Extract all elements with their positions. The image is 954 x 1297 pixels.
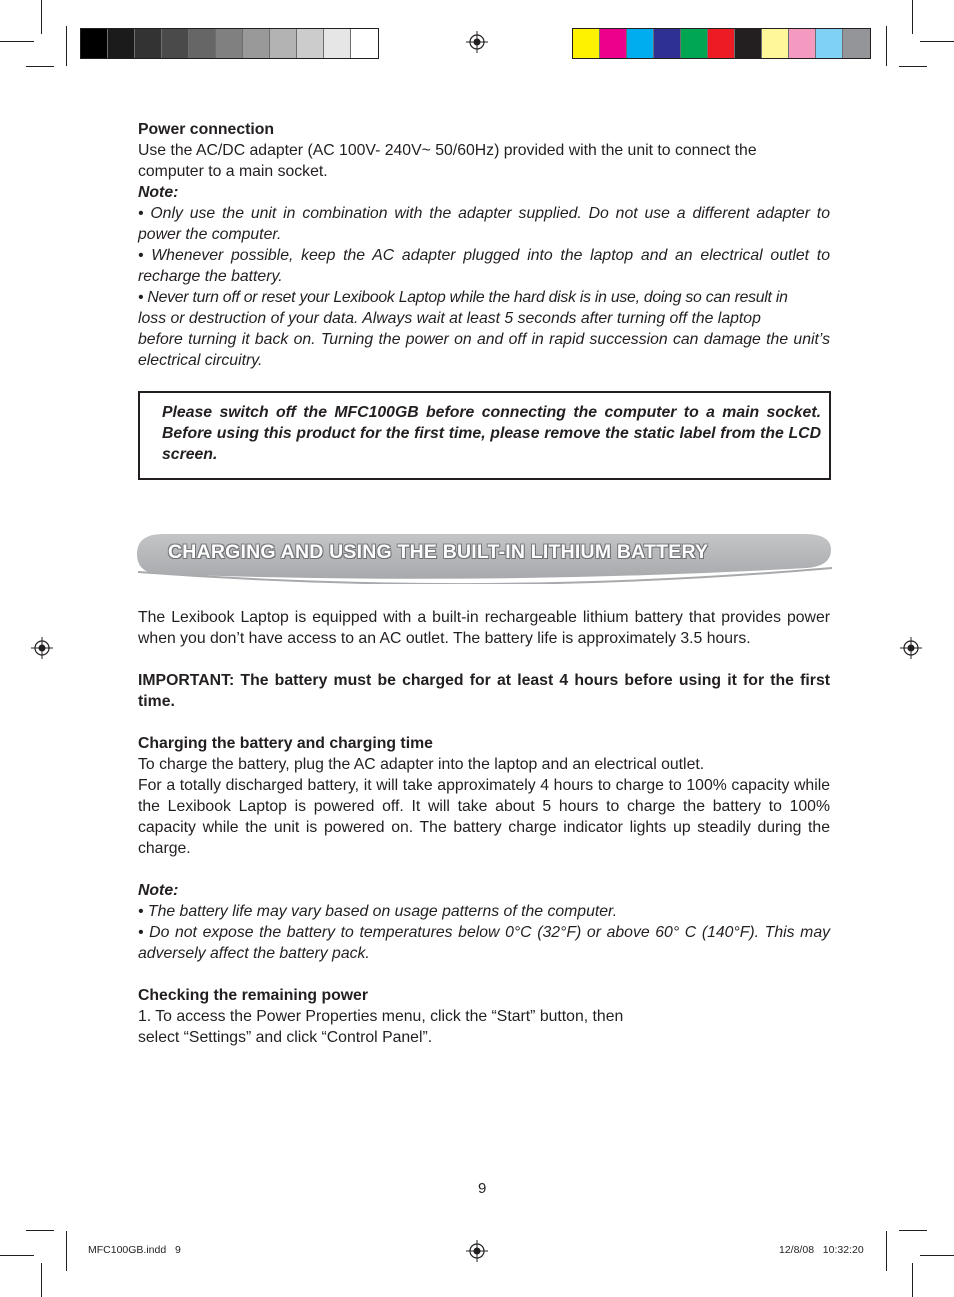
color-swatch: [162, 29, 189, 58]
color-swatch: [108, 29, 135, 58]
color-swatch: [297, 29, 324, 58]
power-line-2: computer to a main socket.: [138, 163, 328, 180]
color-swatch: [189, 29, 216, 58]
checking-heading: Checking the remaining power: [138, 987, 368, 1004]
checking-line-2: select “Settings” and click “Control Panel”.: [138, 1029, 433, 1046]
power-note-3c: before turning it back on. Turning the power on and off in rapid succession can damage the unit’s electrical circuitry.: [138, 331, 830, 369]
battery-important: IMPORTANT: The battery must be charged for at least 4 hours before using it for the first time.: [138, 672, 830, 710]
power-note-3a: • Never turn off or reset your Lexibook Laptop while the hard disk is in use, doing so can result in: [138, 289, 788, 306]
registration-mark-icon: [466, 31, 488, 53]
crop-mark: [886, 26, 887, 66]
battery-note-2: • Do not expose the battery to temperatures below 0°C (32°F) or above 60° C (140°F). This may adversely affect the battery pack.: [138, 924, 830, 962]
power-connection-heading: Power connection: [138, 121, 275, 138]
battery-intro: The Lexibook Laptop is equipped with a built-in rechargeable lithium battery that provides power when you don’t have access to an AC outlet. The battery life is approximately 3.5 hours.: [138, 609, 830, 647]
crop-mark: [899, 66, 927, 67]
color-swatch: [681, 29, 708, 58]
power-note-3b: loss or destruction of your data. Always wait at least 5 seconds after turning off the laptop: [138, 310, 761, 327]
color-swatch: [735, 29, 762, 58]
color-swatch: [708, 29, 735, 58]
power-line-1: Use the AC/DC adapter (AC 100V- 240V~ 50/60Hz) provided with the unit to connect the: [138, 142, 757, 159]
process-color-bar: [572, 28, 871, 59]
crop-mark: [912, 1263, 913, 1297]
crop-mark: [26, 66, 54, 67]
color-swatch: [816, 29, 843, 58]
crop-mark: [66, 1231, 67, 1271]
color-swatch: [216, 29, 243, 58]
battery-note-1: • The battery life may vary based on usage patterns of the computer.: [138, 903, 618, 920]
notice-box: Please switch off the MFC100GB before connecting the computer to a main socket. Before using this product for the first time, please remove the static label from the LCD screen.: [138, 391, 831, 480]
color-swatch: [243, 29, 270, 58]
crop-mark: [912, 0, 913, 34]
battery-note-label: Note:: [138, 882, 179, 899]
color-swatch: [789, 29, 816, 58]
color-swatch: [270, 29, 297, 58]
color-swatch: [627, 29, 654, 58]
color-swatch: [324, 29, 351, 58]
color-swatch: [600, 29, 627, 58]
color-swatch: [762, 29, 789, 58]
crop-mark: [41, 1263, 42, 1297]
crop-mark: [920, 1255, 954, 1256]
power-connection-section: [138, 119, 830, 371]
grayscale-color-bar: [80, 28, 379, 59]
section-title: CHARGING AND USING THE BUILT-IN LITHIUM BATTERY: [168, 541, 709, 563]
crop-mark: [886, 1231, 887, 1271]
charging-heading: Charging the battery and charging time: [138, 735, 433, 752]
battery-section: [138, 607, 830, 1048]
color-swatch: [351, 29, 378, 58]
charging-line-1: To charge the battery, plug the AC adapter into the laptop and an electrical outlet.: [138, 756, 705, 773]
registration-mark-icon: [900, 637, 922, 659]
power-note-2: • Whenever possible, keep the AC adapter plugged into the laptop and an electrical outlet to recharge the battery.: [138, 247, 830, 285]
power-note-label: Note:: [138, 184, 179, 201]
color-swatch: [135, 29, 162, 58]
slug-date: 12/8/08 10:32:20: [779, 1244, 864, 1256]
color-swatch: [654, 29, 681, 58]
checking-line-1: 1. To access the Power Properties menu, click the “Start” button, then: [138, 1008, 624, 1025]
color-swatch: [573, 29, 600, 58]
crop-mark: [920, 41, 954, 42]
crop-mark: [26, 1230, 54, 1231]
power-note-1: • Only use the unit in combination with the adapter supplied. Do not use a different adapter to power the computer.: [138, 205, 830, 243]
color-swatch: [843, 29, 870, 58]
crop-mark: [899, 1230, 927, 1231]
charging-line-2: For a totally discharged battery, it will take approximately 4 hours to charge to 100% capacity while the Lexibook Laptop is powered off. It will take about 5 hours to charge the battery to 100% capacity while the unit is powered on. The battery charge indicator lights up steadily during the charge.: [138, 777, 830, 857]
page-number: 9: [478, 1180, 487, 1197]
crop-mark: [0, 1255, 34, 1256]
registration-mark-icon: [31, 637, 53, 659]
registration-mark-icon: [466, 1240, 488, 1262]
crop-mark: [0, 41, 34, 42]
color-swatch: [81, 29, 108, 58]
crop-mark: [66, 26, 67, 66]
crop-mark: [41, 0, 42, 34]
slug-file: MFC100GB.indd 9: [88, 1244, 181, 1256]
